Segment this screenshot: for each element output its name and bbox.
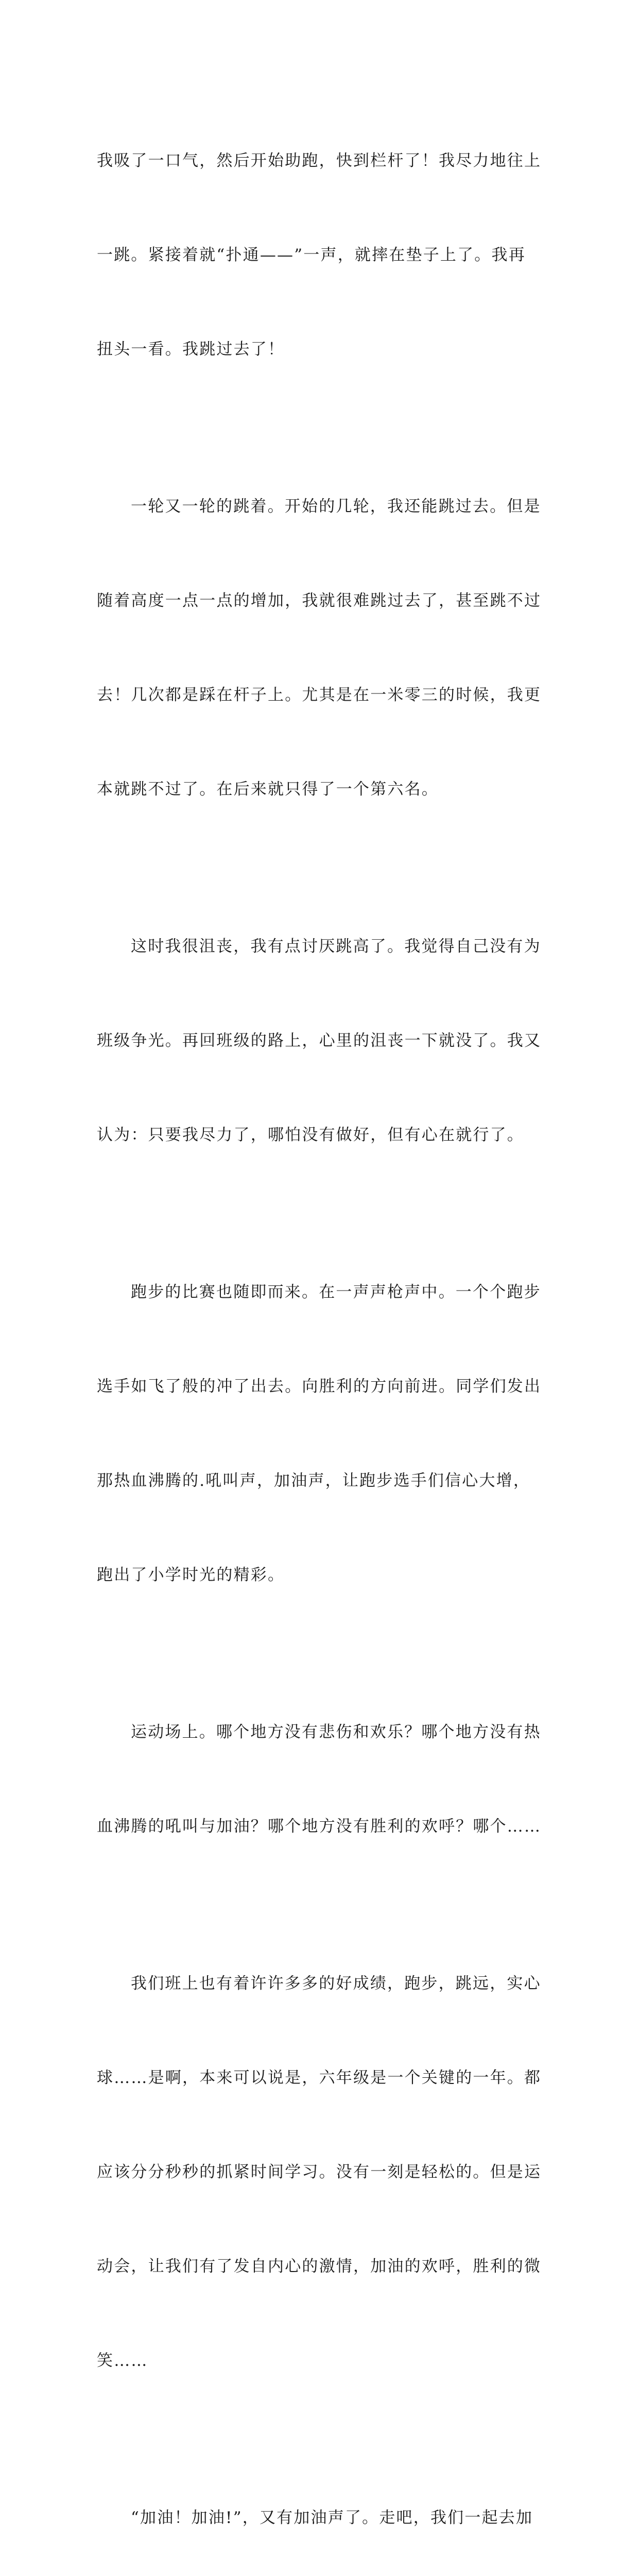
paragraph-line: 一轮又一轮的跳着。开始的几轮，我还能跳过去。但是 xyxy=(131,497,541,516)
paragraph-1 xyxy=(97,82,544,428)
paragraph-line: 这时我很沮丧，我有点讨厌跳高了。我觉得自己没有为 xyxy=(131,937,541,956)
paragraph-7 xyxy=(97,2439,544,2576)
paragraph-line: 随着高度一点一点的增加，我就很难跳过去了，甚至跳不过 xyxy=(97,591,542,610)
paragraph-line: 那热血沸腾的.吼叫声，加油声，让跑步选手们信心大增， xyxy=(97,1471,531,1490)
paragraph-3 xyxy=(97,868,544,1214)
paragraph-4 xyxy=(97,1214,544,1654)
paragraph-2 xyxy=(97,428,544,868)
paragraph-line: 血沸腾的吼叫与加油？哪个地方没有胜利的欢呼？哪个…… xyxy=(97,1817,542,1836)
paragraph-line: 认为：只要我尽力了，哪怕没有做好，但有心在就行了。 xyxy=(97,1126,524,1144)
paragraph-line: 我吸了一口气，然后开始助跑，快到栏杆了！我尽力地往上 xyxy=(97,151,542,170)
paragraph-line: 班级争光。再回班级的路上，心里的沮丧一下就没了。我又 xyxy=(97,1031,542,1050)
paragraph-line: 跑步的比赛也随即而来。在一声声枪声中。一个个跑步 xyxy=(131,1283,541,1301)
paragraph-line: 应该分分秒秒的抓紧时间学习。没有一刻是轻松的。但是运 xyxy=(97,2163,542,2181)
document-body xyxy=(97,82,544,2576)
paragraph-line: 一跳。紧接着就“扑通——”一声，就摔在垫子上了。我再 xyxy=(97,246,526,264)
paragraph-line: 笑…… xyxy=(97,2351,148,2370)
paragraph-5 xyxy=(97,1654,544,1905)
paragraph-line: 动会，让我们有了发自内心的激情，加油的欢呼，胜利的微 xyxy=(97,2257,542,2276)
paragraph-line: 去！几次都是踩在杆子上。尤其是在一米零三的时候，我更 xyxy=(97,686,542,704)
paragraph-line: 运动场上。哪个地方没有悲伤和欢乐？哪个地方没有热 xyxy=(131,1723,541,1741)
paragraph-line: 选手如飞了般的冲了出去。向胜利的方向前进。同学们发出 xyxy=(97,1377,542,1396)
paragraph-6 xyxy=(97,1905,544,2439)
paragraph-line: 跑出了小学时光的精彩。 xyxy=(97,1566,285,1584)
paragraph-line: 扭头一看。我跳过去了！ xyxy=(97,340,285,359)
paragraph-line: “加油！加油!”，又有加油声了。走吧，我们一起去加 xyxy=(131,2509,533,2527)
paragraph-line: 本就跳不过了。在后来就只得了一个第六名。 xyxy=(97,780,439,799)
paragraph-line: 球……是啊，本来可以说是，六年级是一个关键的一年。都 xyxy=(97,2069,542,2087)
paragraph-line: 我们班上也有着许许多多的好成绩，跑步，跳远，实心 xyxy=(131,1974,541,1993)
